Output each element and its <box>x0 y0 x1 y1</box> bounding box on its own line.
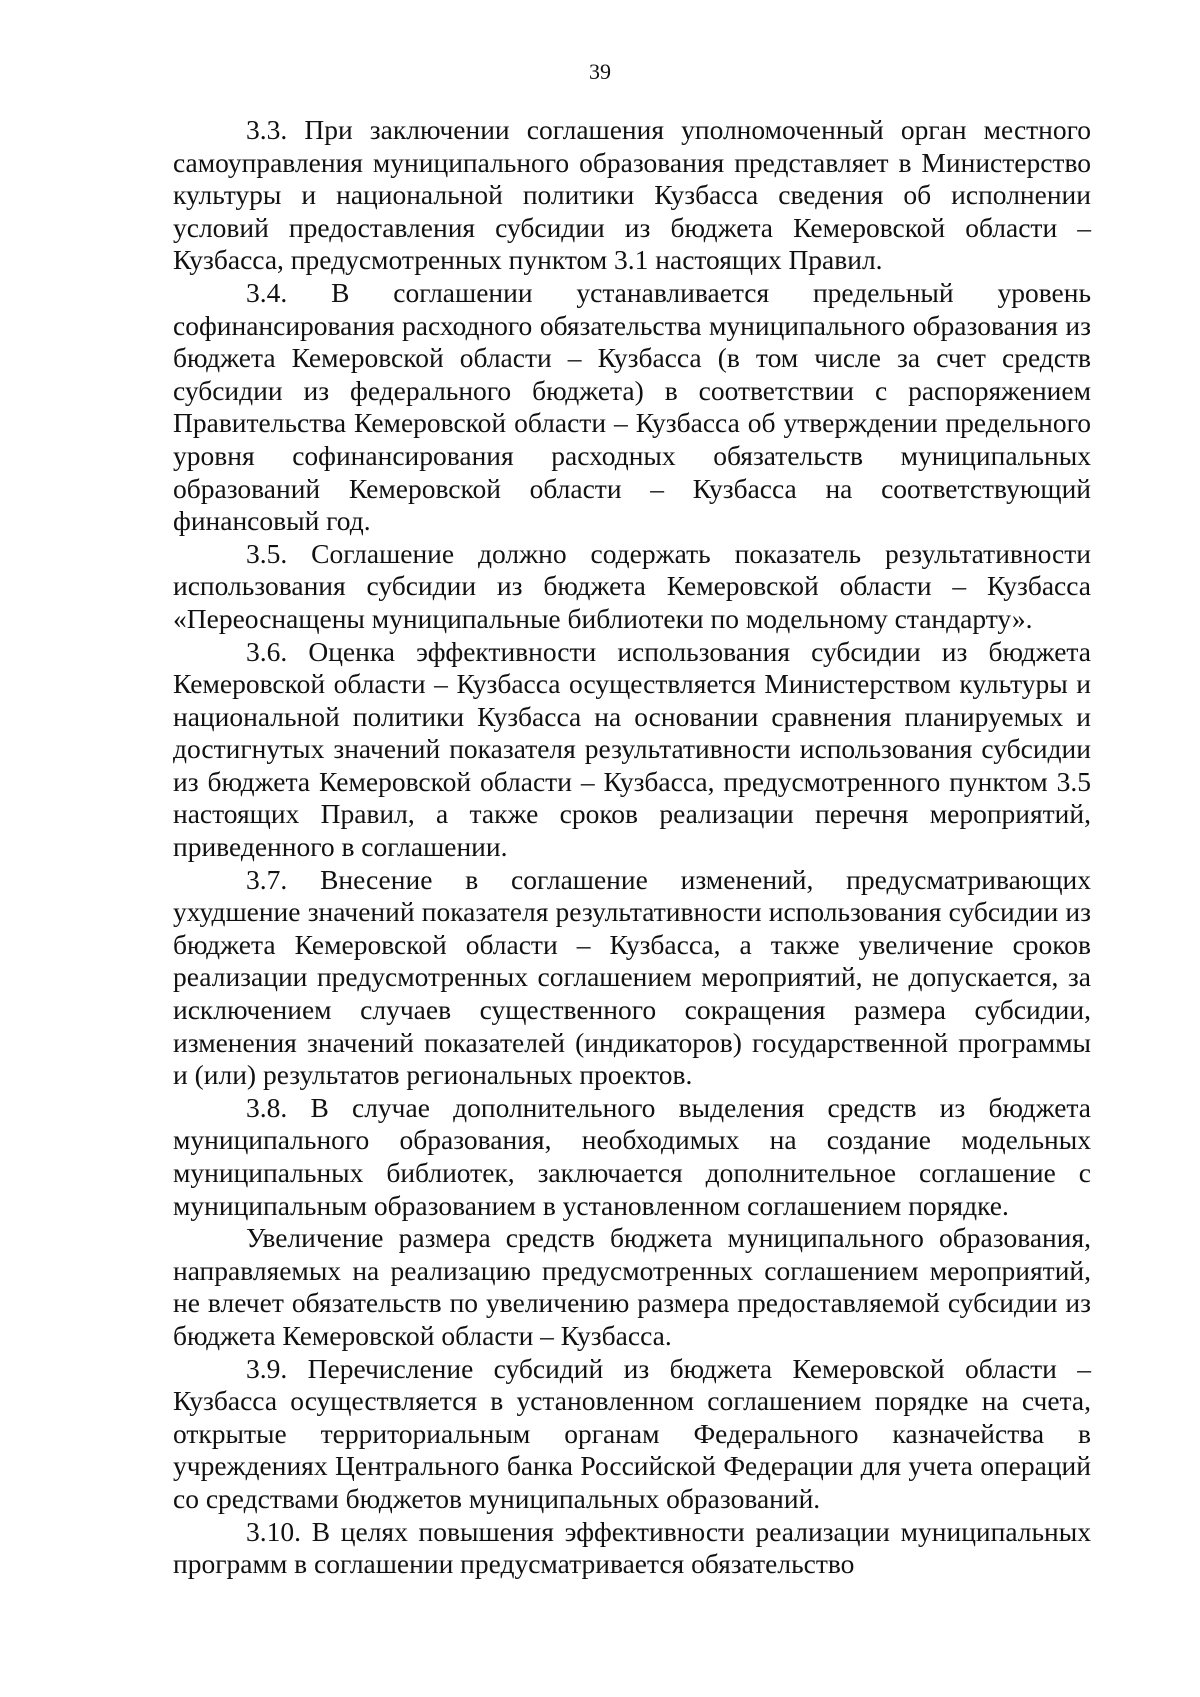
paragraph-3-9: 3.9. Перечисление субсидий из бюджета Кемеровской области – Кузбасса осуществляется в установленном соглашением порядке на счета, открытые территориальным органам Федерального казначейства в учреждениях Центрального банка Российской Федерации для учета операций со средствами бюджетов муниципальных образований. <box>173 1352 1091 1514</box>
document-body <box>173 114 1091 1581</box>
paragraph-3-3: 3.3. При заключении соглашения уполномоченный орган местного самоуправления муниципального образования представляет в Министерство культуры и национальной политики Кузбасса сведения об исполнении условий предоставления субсидии из бюджета Кемеровской области – Кузбасса, предусмотренных пунктом 3.1 настоящих Правил. <box>173 114 1091 276</box>
paragraph-3-10: 3.10. В целях повышения эффективности реализации муниципальных программ в соглашении предусматривается обязательство <box>173 1515 1091 1580</box>
paragraph-3-7: 3.7. Внесение в соглашение изменений, предусматривающих ухудшение значений показателя результативности использования субсидии из бюджета Кемеровской области – Кузбасса, а также увеличение сроков реализации предусмотренных соглашением мероприятий, не допускается, за исключением случаев существенного сокращения размера субсидии, изменения значений показателей (индикаторов) государственной программы и (или) результатов региональных проектов. <box>173 863 1091 1091</box>
paragraph-3-8: 3.8. В случае дополнительного выделения средств из бюджета муниципального образования, необходимых на создание модельных муниципальных библиотек, заключается дополнительное соглашение с муниципальным образованием в установленном соглашением порядке. <box>173 1091 1091 1221</box>
paragraph-3-6: 3.6. Оценка эффективности использования субсидии из бюджета Кемеровской области – Кузбасса осуществляется Министерством культуры и национальной политики Кузбасса на основании сравнения планируемых и достигнутых значений показателя результативности использования субсидии из бюджета Кемеровской области – Кузбасса, предусмотренного пунктом 3.5 настоящих Правил, а также сроков реализации перечня мероприятий, приведенного в соглашении. <box>173 635 1091 863</box>
paragraph-3-8-continued: Увеличение размера средств бюджета муниципального образования, направляемых на реализацию предусмотренных соглашением мероприятий, не влечет обязательств по увеличению размера предоставляемой субсидии из бюджета Кемеровской области – Кузбасса. <box>173 1222 1091 1351</box>
page-number: 39 <box>589 59 611 84</box>
paragraph-3-5: 3.5. Соглашение должно содержать показатель результативности использования субсидии из бюджета Кемеровской области – Кузбасса «Переоснащены муниципальные библиотеки по модельному стандарту». <box>173 537 1091 634</box>
paragraph-3-4: 3.4. В соглашении устанавливается предельный уровень софинансирования расходного обязательства муниципального образования из бюджета Кемеровской области – Кузбасса (в том числе за счет средств субсидии из федерального бюджета) в соответствии с распоряжением Правительства Кемеровской области – Кузбасса об утверждении предельного уровня софинансирования расходных обязательств муниципальных образований Кемеровской области – Кузбасса на соответствующий финансовый год. <box>173 276 1091 537</box>
